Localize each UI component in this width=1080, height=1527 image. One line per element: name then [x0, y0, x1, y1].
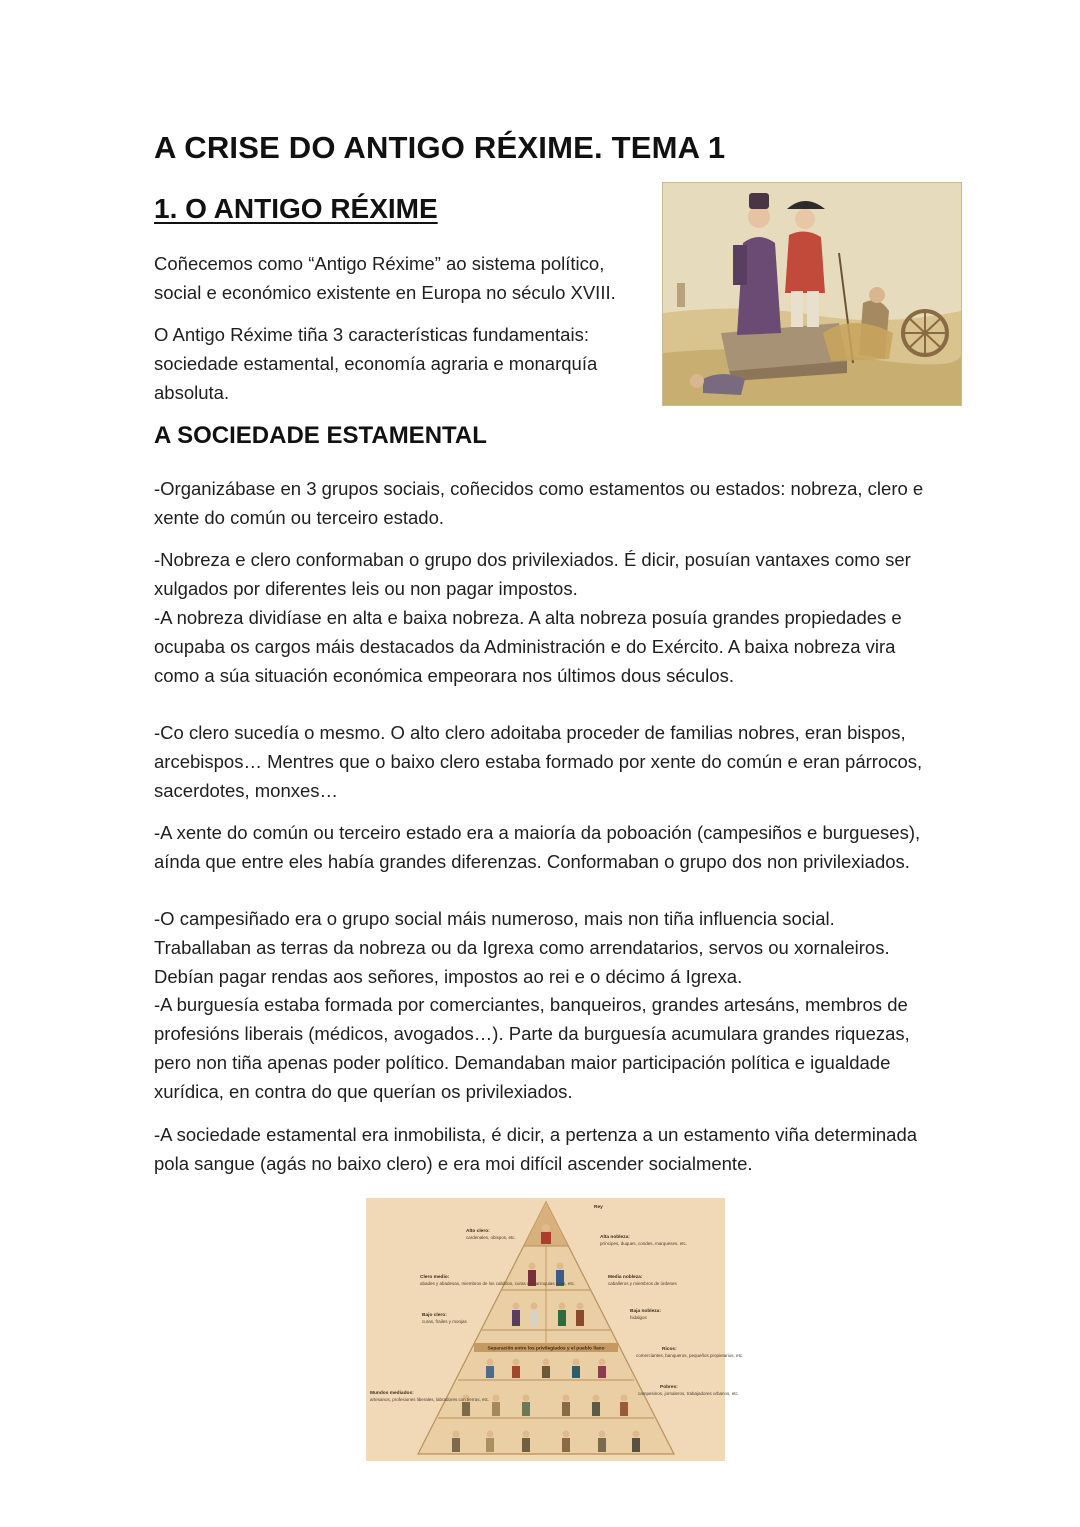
pyramid-label-alta-nobleza: Alta nobleza: [600, 1235, 630, 1240]
paragraph-nobreza: -A nobreza dividíase en alta e baixa nobreza. A alta nobreza posuía grandes propiedades e ocupaba os cargos máis destacados da Administración e do Exército. A baixa nobreza vira como a súa situación económica empeorara nos últimos dous séculos. [154, 607, 902, 686]
social-pyramid-diagram [366, 1198, 744, 1461]
pyramid-label-baja-nobleza: Baja nobleza: [630, 1309, 661, 1314]
paragraph-organizacion: -Organizábase en 3 grupos sociais, coñecidos como estamentos ou estados: nobreza, clero e xente do común ou terceiro estado. [154, 478, 924, 528]
pyramid-desc-bajo-clero: curas, frailes y monjas [422, 1319, 467, 1324]
pyramid-label-rey: Rey [594, 1205, 603, 1210]
paragraph-terceiro-estado: -A xente do común ou terceiro estado era a maioría da poboación (campesiños e burgueses), aínda que entre eles había grandes diferenzas. Conformaban o grupo dos non privilexiados. [154, 822, 921, 872]
section-heading: 1. O ANTIGO RÉXIME [154, 193, 438, 224]
pyramid-label-alto-clero: Alto clero: [466, 1229, 490, 1234]
paragraph-campesinado: -O campesiñado era o grupo social máis numeroso, mais non tiña influencia social. Traballaban as terras da nobreza ou da Igrexa como arrendatarios, servos ou xornaleiros. Debían pagar rendas aos señores, impostos ao rei e o décimo á Igrexa. [154, 908, 890, 987]
pyramid-desc-pobres: campesinos, jornaleros, trabajadores urbanos, etc. [638, 1391, 740, 1396]
painting-illustration [663, 183, 961, 405]
pyramid-desc-alta-nobleza: príncipes, duques, condes, marqueses, etc. [600, 1241, 688, 1246]
pyramid-desc-mundos-mediados: artesanos, profesiones liberales, labradores con tierras, etc. [370, 1397, 490, 1402]
antigo-rexime-painting [662, 182, 962, 406]
paragraph-burguesia: -A burguesía estaba formada por comerciantes, banqueiros, grandes artesáns, membros de profesións liberais (médicos, avogados…). Parte da burguesía acumulara grandes riquezas, pero non tiña apenas poder político. Demandaban maior participación política e igualdade xurídica, en contra do que querían os privilexiados. [154, 994, 910, 1102]
pyramid-label-mundos-mediados: Mundos mediados: [370, 1391, 414, 1396]
document-title: A CRISE DO ANTIGO RÉXIME. TEMA 1 [154, 130, 726, 165]
pyramid-desc-baja-nobleza: hidalgos [630, 1315, 647, 1320]
pyramid-desc-clero-medio: abades y abadesas, miembros de los cabildos, curas de parroquias ricas, etc. [420, 1281, 576, 1286]
paragraph-privilexiados: -Nobreza e clero conformaban o grupo dos privilexiados. É dicir, posuían vantaxes como ser xulgados por diferentes leis ou non pagar impostos. [154, 549, 911, 599]
pyramid-desc-media-nobleza: caballeros y miembros de órdenes [608, 1281, 677, 1286]
paragraph-clero: -Co clero sucedía o mesmo. O alto clero adoitaba proceder de familias nobres, eran bispos, arcebispos… Mentres que o baixo clero estaba formado por xente do común e eran párrocos, sacerdotes, monxes… [154, 722, 923, 801]
pyramid-label-clero-medio: Clero medio: [420, 1275, 450, 1280]
paragraph-inmobilista: -A sociedade estamental era inmobilista, é dicir, a pertenza a un estamento viña determinada pola sangue (agás no baixo clero) e era moi difícil ascender socialmente. [154, 1124, 918, 1174]
pyramid-desc-alto-clero: cardenales, obispos, etc. [466, 1235, 516, 1240]
pyramid-label-bajo-clero: Bajo clero: [422, 1313, 447, 1318]
intro-paragraph-2: O Antigo Réxime tiña 3 características fundamentais: sociedade estamental, economía agraria e monarquía absoluta. [154, 324, 598, 403]
pyramid-label-ricos: Ricos: [662, 1347, 677, 1352]
subheading-sociedade-estamental: A SOCIEDADE ESTAMENTAL [154, 422, 487, 449]
pyramid-desc-ricos: comerciantes, banqueros, pequeños propietarios, etc. [636, 1353, 744, 1358]
intro-paragraph-1: Coñecemos como “Antigo Réxime” ao sistema político, social e económico existente en Europa no século XVIII. [154, 253, 616, 303]
pyramid-label-media-nobleza: Media nobleza: [608, 1275, 643, 1280]
pyramid-separator-label: Separación entre los privilegiados y el pueblo llano [487, 1346, 605, 1352]
pyramid-label-pobres: Pobres: [660, 1385, 678, 1390]
pyramid-illustration [366, 1198, 744, 1461]
